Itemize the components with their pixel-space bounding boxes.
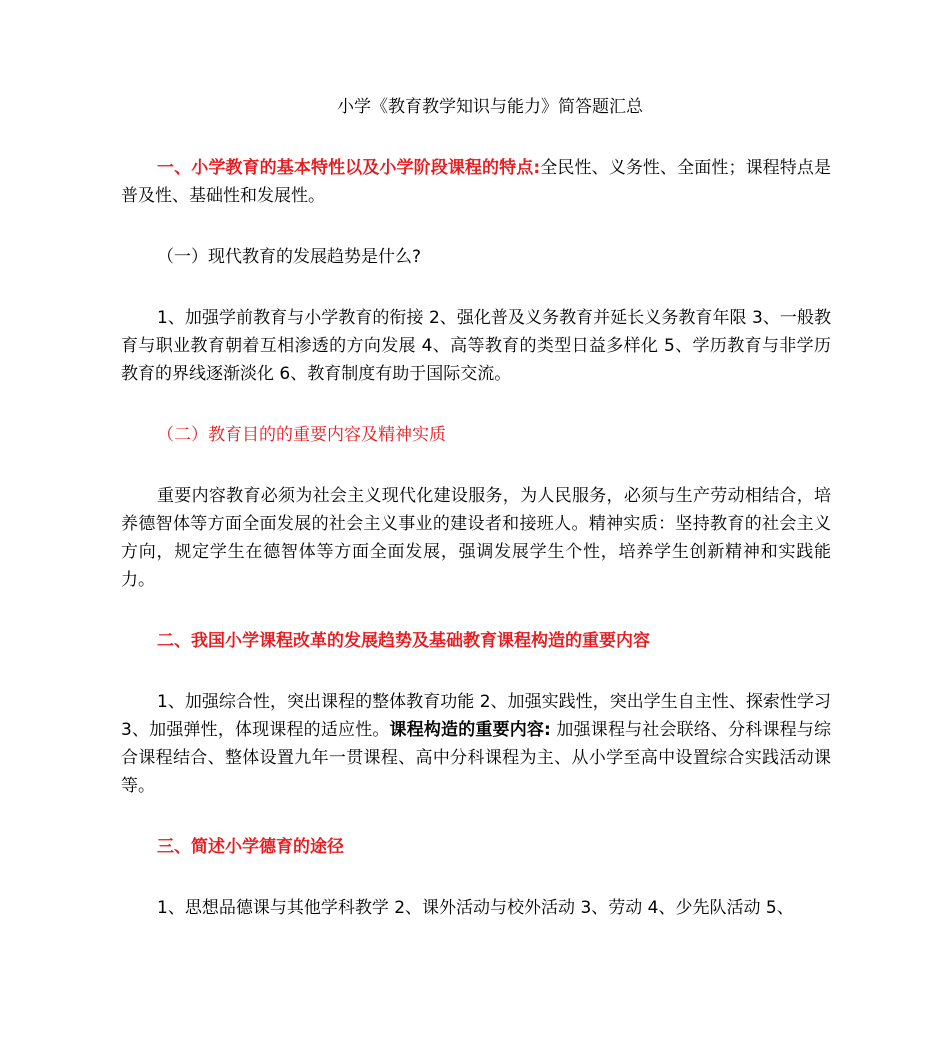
spacer: [121, 449, 831, 482]
section-3-body: 1、思想品德课与其他学科教学 2、课外活动与校外活动 3、劳动 4、少先队活动 5、: [157, 898, 794, 918]
spacer: [121, 800, 831, 833]
spacer: [121, 210, 831, 243]
subsection-2-heading: （二）教育目的的重要内容及精神实质: [157, 425, 446, 445]
subsection-1-body: 1、加强学前教育与小学教育的衔接 2、强化普及义务教育并延长义务教育年限 3、一般教育与职业教育朝着互相渗透的方向发展 4、高等教育的类型日益多样化 5、学历教育与非学历教育的界线逐渐淡化 6、教育制度有助于国际交流。: [121, 308, 831, 384]
section-1-paragraph: [121, 154, 831, 210]
section-1-heading: 一、小学教育的基本特性以及小学阶段课程的特点:: [157, 158, 541, 178]
section-2-heading: 二、我国小学课程改革的发展趋势及基础教育课程构造的重要内容: [157, 631, 650, 651]
spacer: [121, 271, 831, 304]
document-title: 小学《教育教学知识与能力》简答题汇总: [337, 97, 643, 117]
section-2-body-part2: 加强课程与社会联络、分科课程与综合课程结合、整体设置九年一贯课程、高中分科课程为主、从小学至高中设置综合实践活动课等。: [121, 720, 831, 796]
document-content: [121, 93, 831, 922]
section-3-heading: 三、简述小学德育的途径: [157, 837, 344, 857]
section-1-body: 全民性、义务性、全面性；课程特点是普及性、基础性和发展性。: [121, 158, 831, 206]
section-2-paragraph: [121, 688, 831, 800]
subsection-2-body: 重要内容教育必须为社会主义现代化建设服务，为人民服务，必须与生产劳动相结合，培养德智体等方面全面发展的社会主义事业的建设者和接班人。精神实质：坚持教育的社会主义方向，规定学生在德智体等方面全面发展，强调发展学生个性，培养学生创新精神和实践能力。: [121, 486, 831, 590]
spacer: [121, 655, 831, 688]
spacer: [121, 861, 831, 894]
section-2-body-bold: 课程构造的重要内容:: [389, 720, 551, 740]
section-2-body-part1: 1、加强综合性，突出课程的整体教育功能 2、加强实践性，突出学生自主性、探索性学习 3、加强弹性，体现课程的适应性。: [121, 692, 831, 740]
spacer: [121, 388, 831, 421]
subsection-1-heading: （一）现代教育的发展趋势是什么?: [157, 247, 422, 267]
spacer: [121, 594, 831, 627]
